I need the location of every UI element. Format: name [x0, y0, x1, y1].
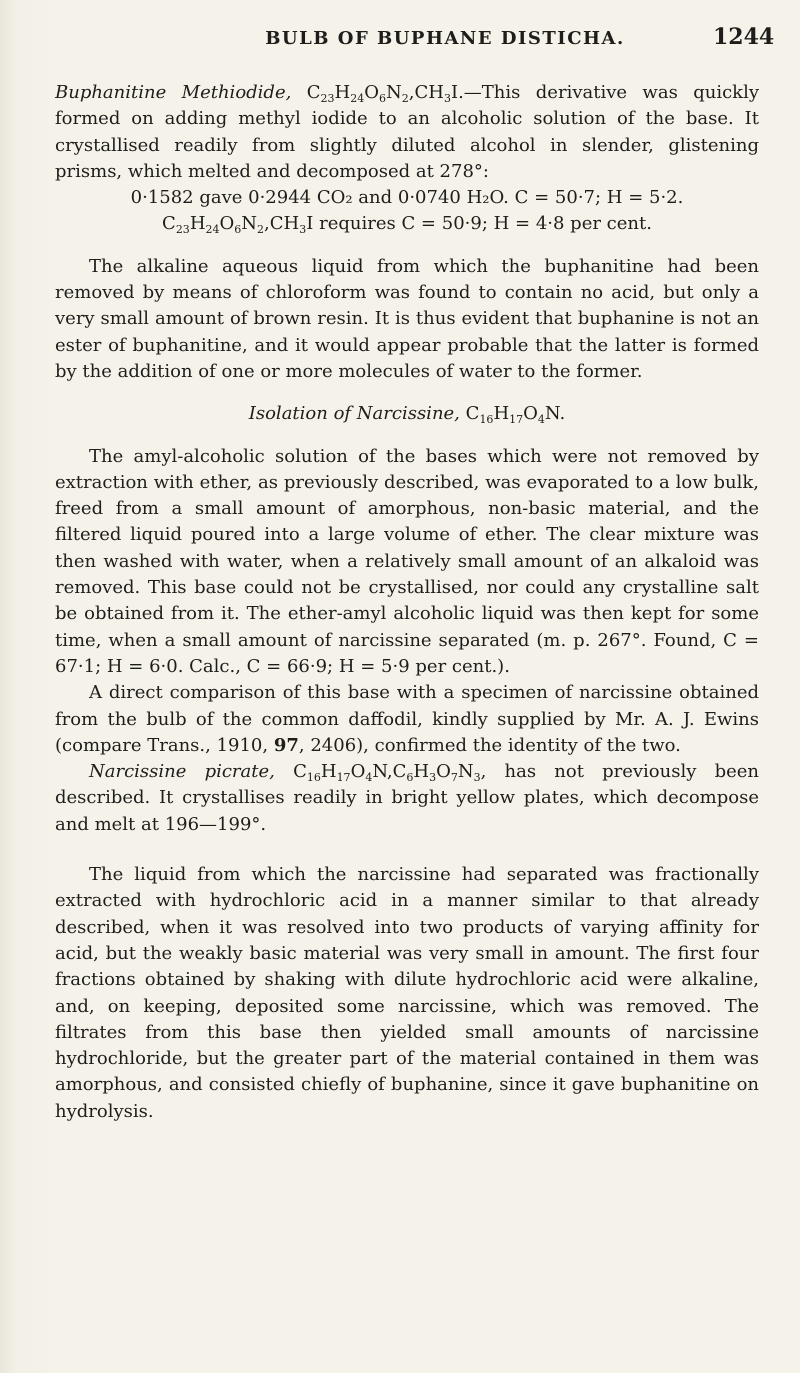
comparison-text-a: A direct comparison of this base with a specimen of narcissine obtained from the bulb of the common daffodil, kindly supplied by Mr. A. J. Ewins (compare Trans., 1910,: [55, 682, 759, 756]
isolation-heading-line: [55, 401, 759, 427]
methiodide-paragraph: [55, 80, 759, 185]
methiodide-heading: Buphanitine Methiodide,: [55, 82, 292, 103]
picrate-body: , has not previously been described. It crystallises readily in bright yellow plates, which decompose and melt at 196—199°.: [55, 761, 759, 835]
methiodide-analysis: 0·1582 gave 0·2944 CO₂ and 0·0740 H₂O. C = 50·7; H = 5·2.: [130, 187, 684, 209]
picrate-heading: Narcissine picrate,: [89, 761, 275, 783]
amyl-paragraph: The amyl-alcoholic solution of the bases which were not removed by extraction with ether, as previously described, was evaporated to a low bulk, freed from a small amount of amorphous, non-basic material, and the filtered liquid poured into a large volume of ether. The clear mixture was then washed with water, when a relatively small amount of an alkaloid was removed. This base could not be crystallised, nor could any crystalline salt be obtained from it. The ether-amyl alcoholic liquid was then kept for some time, when a small amount of narcissine separated (m. p. 267°. Found, C = 67·1; H = 6·0. Calc., C = 66·9; H = 5·9 per cent.).: [55, 445, 759, 677]
isolation-formula: $C_{16}H_{17}O_4N$.: [465, 403, 566, 427]
isolation-heading: Isolation of Narcissine,: [248, 403, 460, 425]
methiodide-body: This derivative was quickly formed on adding methyl iodide to an alcoholic solution of the base. It crystallised readily from slightly diluted alcohol in slender, glistening prisms, which melted and decomposed at 278°:: [55, 82, 759, 182]
liquid-paragraph: The liquid from which the narcissine had separated was fractionally extracted with hydrochloric acid in a manner similar to that already described, when it was resolved into two products of varying affinity for acid, but the weakly basic material was very small in amount. The first four fractions obtained by shaking with dilute hydrochloric acid were alkaline, and, on keeping, deposited some narcissine, which was removed. The filtrates from this base then yielded small amounts of narcissine hydrochloride, but the greater part of the material contained in them was amorphous, and consisted chiefly of buphanine, since it gave buphanitine on hydrolysis.: [55, 864, 759, 1122]
running-header: BULB OF BUPHANE DISTICHA.: [265, 28, 625, 49]
body-text: [55, 80, 759, 1125]
comparison-text-b: , 2406), confirmed the identity of the two.: [298, 734, 681, 756]
page-number: 1244: [713, 24, 775, 50]
methiodide-formula: $C_{23}H_{24}O_6N_2,CH_3I.—$: [306, 82, 482, 105]
picrate-formula: $C_{16}H_{17}O_4N,C_6H_3O_7N_3$: [293, 761, 481, 785]
requires-values: requires C = 50·9; H = 4·8 per cent.: [319, 213, 652, 235]
requires-formula: $C_{23}H_{24}O_6N_2,CH_3I$: [162, 213, 314, 237]
comparison-paragraph: [55, 680, 759, 759]
journal-volume: 97: [273, 734, 299, 756]
alkaline-paragraph: The alkaline aqueous liquid from which the buphanitine had been removed by means of chloroform was found to contain no acid, but only a very small amount of brown resin. It is thus evident that buphanine is not an ester of buphanitine, and it would appear probable that the latter is formed by the addition of one or more molecules of water to the former.: [55, 255, 759, 382]
picrate-paragraph: [55, 759, 759, 838]
methiodide-requires-line: [55, 211, 759, 237]
